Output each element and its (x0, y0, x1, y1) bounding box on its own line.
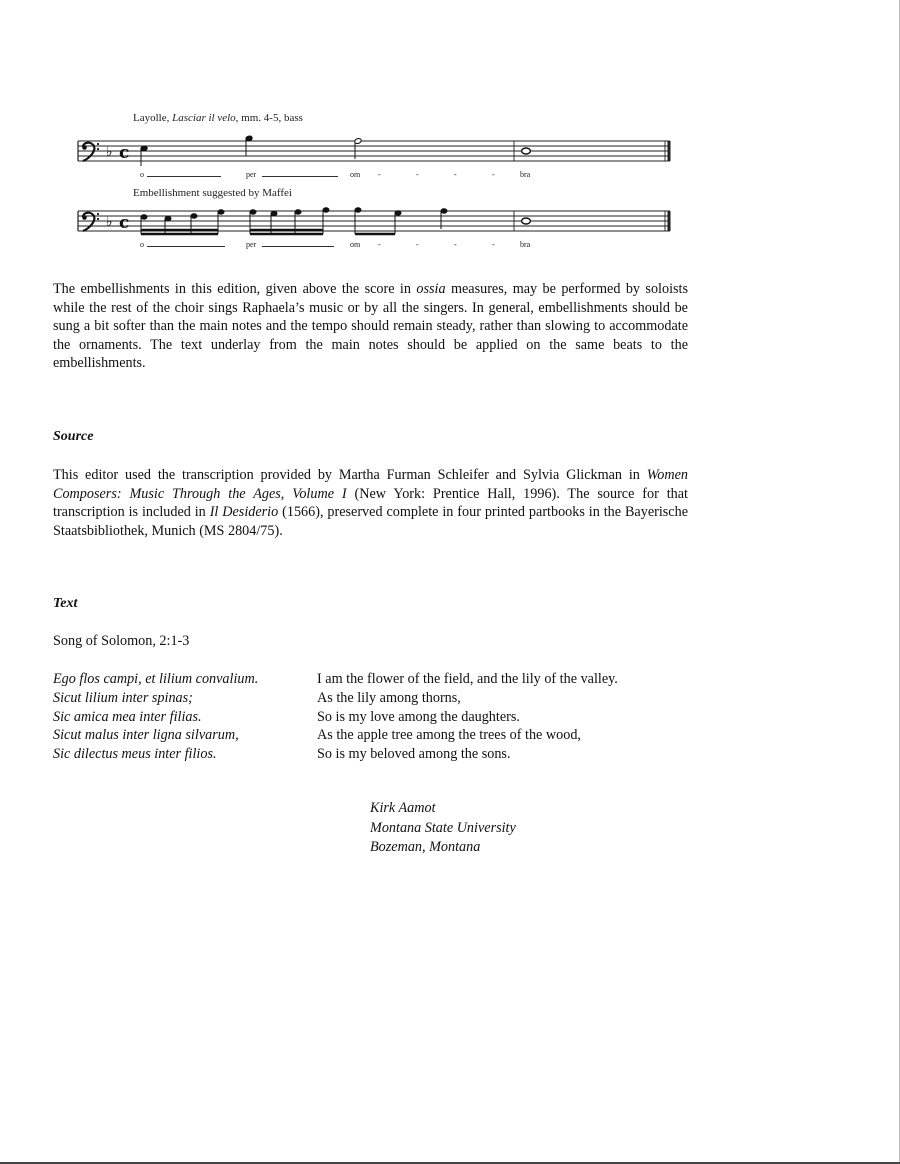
lyric-syllable: o (140, 240, 144, 249)
editor-name: Kirk Aamot (370, 800, 436, 816)
lyric-hyphen: - (416, 240, 419, 249)
latin-line: Sicut malus inter ligna silvarum, (53, 727, 239, 744)
lyric-extender (147, 246, 225, 247)
caption-measures: , mm. 4-5, bass (235, 112, 303, 124)
collection-title: Il Desiderio (209, 504, 279, 521)
english-translation (317, 670, 618, 764)
english-line: So is my beloved among the sons. (317, 746, 511, 763)
latin-text (53, 670, 258, 764)
common-time-icon: c (119, 143, 130, 163)
scripture-reference: Song of Solomon, 2:1-3 (53, 633, 190, 649)
common-time-icon: c (119, 213, 130, 233)
bass-clef-icon (82, 213, 99, 231)
staff-embellished (76, 204, 676, 244)
lyric-syllable: om (350, 170, 361, 179)
lyric-extender (262, 176, 338, 177)
latin-line: Sic amica mea inter filias. (53, 708, 202, 725)
latin-line: Ego flos campi, et lilium convalium. (53, 671, 259, 687)
lyric-hyphen: - (378, 170, 381, 179)
lyric-hyphen: - (378, 240, 381, 249)
ossia-term: ossia (416, 281, 446, 297)
latin-line: Sicut lilium inter spinas; (53, 689, 193, 706)
lyric-extender (262, 246, 334, 247)
lyric-syllable: bra (520, 240, 531, 249)
lyric-hyphen: - (492, 170, 495, 179)
flat-icon: ♭ (106, 214, 113, 230)
lyric-syllable: bra (520, 170, 531, 179)
source-paragraph: This editor used the transcription provided by Martha Furman Schleifer and Sylvia Glickman in Women Composers: Music Through the Ages, Volume I (New York: Prentice Hall, 1996). The source for that transcription is included in Il Desiderio (1566), preserved complete in four printed partbooks in the Bayerische Staatsbibliothek, Munich (MS 2804/75). (53, 467, 688, 539)
text-heading: Text (53, 596, 78, 611)
lyric-hyphen: - (416, 170, 419, 179)
lyric-extender (147, 176, 221, 177)
caption-title: Lasciar il velo (172, 112, 236, 124)
editor-location: Bozeman, Montana (370, 839, 481, 855)
caption-composer: Layolle, (133, 112, 173, 124)
english-line: I am the flower of the field, and the lily of the valley. (317, 671, 618, 687)
editor-signature (370, 799, 516, 858)
latin-line: Sic dilectus meus inter filios. (53, 746, 217, 763)
lyric-syllable: om (350, 240, 361, 249)
english-line: So is my love among the daughters. (317, 708, 520, 725)
english-line: As the lily among thorns, (317, 689, 461, 706)
staff-original (76, 134, 676, 174)
lyric-hyphen: - (454, 240, 457, 249)
bass-clef-icon (82, 143, 99, 161)
lyric-hyphen: - (492, 240, 495, 249)
lyric-syllable: per (246, 240, 257, 249)
lyric-syllable: o (140, 170, 144, 179)
lyric-syllable: per (246, 170, 257, 179)
editor-institution: Montana State University (370, 819, 516, 836)
flat-icon: ♭ (106, 144, 113, 160)
english-line: As the apple tree among the trees of the wood, (317, 727, 581, 744)
book-title: Women Composers: Music Through the Ages, Volume I (53, 467, 688, 502)
lyric-hyphen: - (454, 170, 457, 179)
source-heading: Source (53, 429, 94, 444)
example-caption-original (133, 112, 303, 124)
example-caption-embellishment: Embellishment suggested by Maffei (133, 187, 292, 199)
embellishment-paragraph: The embellishments in this edition, given above the score in ossia measures, may be performed by soloists while the rest of the choir sings Raphaela’s music or by all the singers. In general, embellishments should be sung a bit softer than the main notes and the tempo should remain steady, rather than slowing to accommodate the ornaments. The text underlay from the main notes should be applied on the same beats to the embellishments. (53, 281, 688, 372)
